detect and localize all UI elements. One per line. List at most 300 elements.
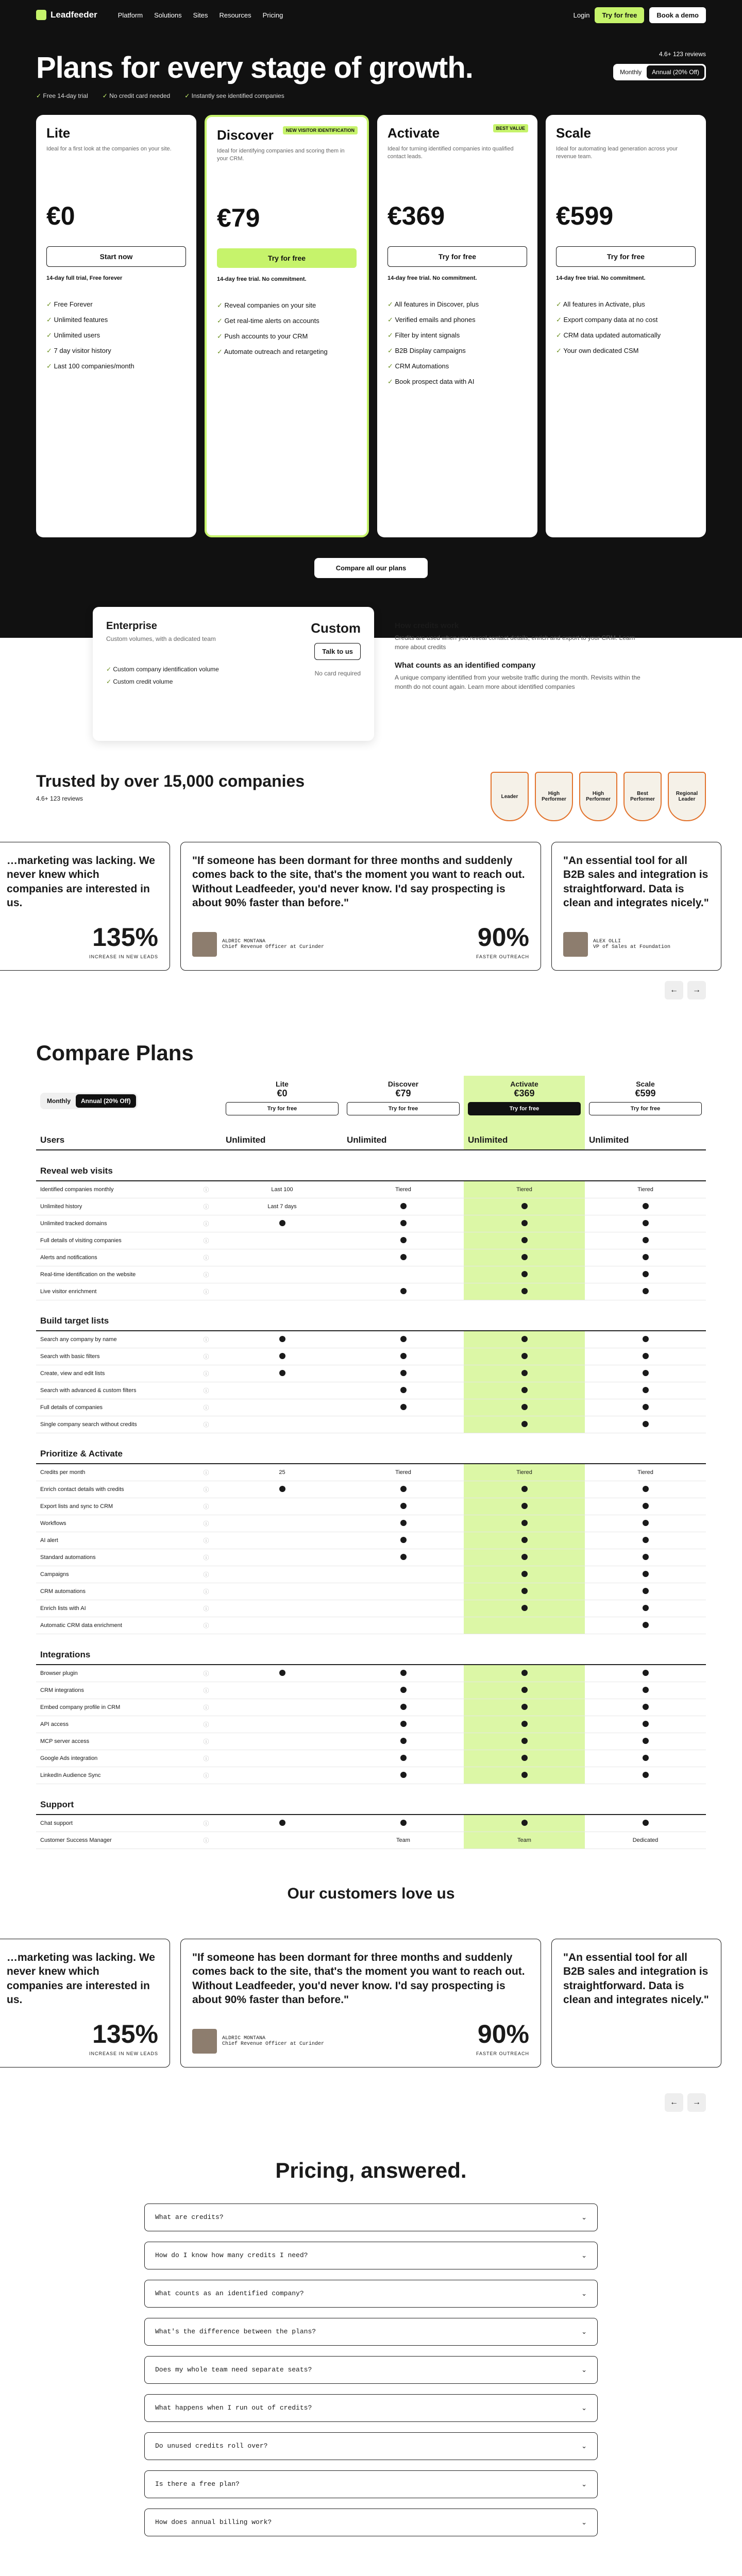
plan-feature: ✓ Unlimited features	[46, 312, 186, 328]
faq-item[interactable]	[144, 2204, 598, 2231]
compare-row	[36, 1566, 706, 1583]
compare-row	[36, 1665, 706, 1682]
cell: Tiered	[585, 1464, 706, 1481]
cell: Tiered	[343, 1181, 464, 1198]
col-price: €369	[514, 1088, 535, 1098]
check-item: ✓ Instantly see identified companies	[184, 92, 284, 99]
try-free-button[interactable]: Try for free	[347, 1102, 460, 1115]
plan-feature: ✓ CRM data updated automatically	[556, 328, 696, 343]
plan-feature: ✓ 7 day visitor history	[46, 343, 186, 359]
prev-arrow-icon[interactable]: ←	[665, 2093, 683, 2112]
rating-text: 4.6+ 123 reviews	[659, 50, 706, 58]
check-icon	[585, 1382, 706, 1399]
check-icon	[585, 1549, 706, 1566]
compare-row	[36, 1733, 706, 1750]
plan-name: Lite	[46, 125, 71, 141]
feature-label: Browser plugin	[36, 1665, 191, 1682]
check-icon	[585, 1399, 706, 1416]
plan-feature: ✓ Your own dedicated CSM	[556, 343, 696, 359]
plan-desc: Ideal for a first look at the companies on your site.	[46, 146, 172, 152]
section-title: Integrations	[36, 1634, 706, 1665]
person-role: VP of Sales at Foundation	[593, 944, 671, 950]
info-icon[interactable]: ⓘ	[191, 1566, 222, 1583]
testimonial-quote: "An essential tool for all B2B sales and integration is straightforward. Data is clean and integrates nicely."	[563, 1952, 709, 2006]
stat-label: FASTER OUTREACH	[476, 2051, 529, 2056]
col-name: Discover	[387, 1080, 419, 1088]
testimonial-quote: …marketing was lacking. We never knew which companies are interested in us.	[7, 855, 155, 909]
check-icon	[585, 1215, 706, 1232]
faq-item[interactable]	[144, 2280, 598, 2308]
compare-row	[36, 1464, 706, 1481]
cell	[222, 1750, 343, 1767]
chevron-down-icon: ⌄	[581, 2290, 587, 2297]
testimonial-card	[180, 1939, 541, 2067]
feature-label: Google Ads integration	[36, 1750, 191, 1767]
check-icon	[343, 1515, 464, 1532]
info-title: How credits work	[395, 621, 459, 630]
cell: Unlimited	[222, 1120, 343, 1150]
feature-label: Enrich lists with AI	[36, 1600, 191, 1617]
check-icon	[585, 1249, 706, 1266]
check-icon	[464, 1682, 585, 1699]
info-icon[interactable]: ⓘ	[191, 1815, 222, 1832]
check-icon	[464, 1399, 585, 1416]
info-icon[interactable]: ⓘ	[191, 1699, 222, 1716]
plan-feature: ✓ Push accounts to your CRM	[217, 329, 357, 344]
compare-row	[36, 1266, 706, 1283]
login-link[interactable]: Login	[573, 11, 590, 19]
faq-item[interactable]	[144, 2509, 598, 2536]
enterprise-section	[93, 607, 649, 741]
check-icon	[464, 1382, 585, 1399]
check-icon	[222, 1215, 343, 1232]
info-icon[interactable]: ⓘ	[191, 1232, 222, 1249]
top-nav	[0, 0, 742, 30]
check-icon	[585, 1416, 706, 1433]
stat-label: FASTER OUTREACH	[476, 954, 529, 959]
chevron-down-icon: ⌄	[581, 2480, 587, 2488]
faq-item[interactable]	[144, 2432, 598, 2460]
info-icon[interactable]: ⓘ	[191, 1600, 222, 1617]
g2-badges	[491, 772, 706, 821]
testimonial-quote: …marketing was lacking. We never knew which companies are interested in us.	[7, 1952, 155, 2006]
faq-item[interactable]	[144, 2318, 598, 2346]
chevron-down-icon: ⌄	[581, 2213, 587, 2221]
try-free-button[interactable]: Try for free	[217, 248, 357, 268]
check-icon	[585, 1515, 706, 1532]
check-icon	[585, 1767, 706, 1784]
faq-question: Do unused credits roll over?	[155, 2442, 268, 2450]
compare-row	[36, 1832, 706, 1849]
info-icon[interactable]: ⓘ	[191, 1249, 222, 1266]
avatar	[192, 2029, 217, 2054]
compare-section-header	[36, 1634, 706, 1665]
check-icon	[464, 1532, 585, 1549]
info-icon[interactable]: ⓘ	[191, 1464, 222, 1481]
info-icon[interactable]: ⓘ	[191, 1348, 222, 1365]
check-icon	[343, 1198, 464, 1215]
enterprise-price: Custom	[311, 620, 361, 636]
info-icon[interactable]: ⓘ	[191, 1733, 222, 1750]
prev-arrow-icon[interactable]: ←	[665, 981, 683, 999]
plan-desc: Ideal for automating lead generation across your revenue team.	[556, 146, 678, 160]
nav-link-platform[interactable]: Platform	[117, 11, 143, 19]
check-icon	[464, 1699, 585, 1716]
check-icon	[222, 1331, 343, 1348]
try-free-button[interactable]: Try for free	[468, 1102, 581, 1115]
feature-label: Search any company by name	[36, 1331, 191, 1348]
faq-question: What happens when I run out of credits?	[155, 2404, 312, 2412]
cell	[343, 1416, 464, 1433]
info-icon[interactable]: ⓘ	[191, 1181, 222, 1198]
compare-row	[36, 1181, 706, 1198]
faq-item[interactable]	[144, 2242, 598, 2269]
info-icon[interactable]: ⓘ	[191, 1498, 222, 1515]
billing-annual[interactable]: Annual (20% Off)	[76, 1094, 136, 1108]
next-arrow-icon[interactable]: →	[687, 981, 706, 999]
check-icon	[585, 1266, 706, 1283]
trusted-rating: 4.6+ 123 reviews	[36, 795, 83, 802]
person-name: ALDRIC MONTANA	[222, 939, 266, 944]
feature-label: Create, view and edit lists	[36, 1365, 191, 1382]
plan-feature: ✓ All features in Discover, plus	[387, 297, 527, 312]
testimonial-stat: 90%	[477, 923, 529, 952]
nav-link-pricing[interactable]: Pricing	[262, 11, 283, 19]
plan-feature: ✓ B2B Display campaigns	[387, 343, 527, 359]
compare-col-scale	[585, 1076, 706, 1120]
cell	[222, 1382, 343, 1399]
section-title: Users	[36, 1120, 191, 1150]
cell	[222, 1266, 343, 1283]
check-icon	[343, 1331, 464, 1348]
check-item: ✓ Free 14-day trial	[36, 92, 88, 99]
info-icon[interactable]: ⓘ	[191, 1665, 222, 1682]
info-icon[interactable]: ⓘ	[191, 1399, 222, 1416]
plan-feature: ✓ Export company data at no cost	[556, 312, 696, 328]
plan-name: Activate	[387, 125, 440, 141]
check-icon	[343, 1498, 464, 1515]
check-icon	[222, 1348, 343, 1365]
brand-logo[interactable]	[36, 10, 97, 20]
info-icon[interactable]: ⓘ	[191, 1481, 222, 1498]
check-icon	[464, 1348, 585, 1365]
g2-badge: High Performer	[579, 772, 617, 821]
compare-row	[36, 1498, 706, 1515]
compare-row	[36, 1750, 706, 1767]
check-icon	[585, 1716, 706, 1733]
col-name: Lite	[276, 1080, 289, 1088]
compare-row	[36, 1416, 706, 1433]
cell	[222, 1399, 343, 1416]
person-name: ALDRIC MONTANA	[222, 2036, 266, 2041]
testimonial-card	[0, 842, 170, 971]
info-icon[interactable]: ⓘ	[191, 1532, 222, 1549]
talk-to-us-button[interactable]: Talk to us	[314, 643, 361, 660]
faq-item[interactable]	[144, 2394, 598, 2422]
cell	[343, 1583, 464, 1600]
compare-col-lite	[222, 1076, 343, 1120]
info-icon[interactable]: ⓘ	[191, 1750, 222, 1767]
compare-row	[36, 1365, 706, 1382]
try-free-button[interactable]: Try for free	[595, 7, 644, 23]
faq-item[interactable]	[144, 2356, 598, 2384]
check-icon	[343, 1232, 464, 1249]
testimonial-quote: "An essential tool for all B2B sales and integration is straightforward. Data is clean and integrates nicely."	[563, 855, 709, 909]
nav-link-resources[interactable]: Resources	[219, 11, 251, 19]
start-now-button[interactable]: Start now	[46, 246, 186, 267]
check-icon	[343, 1399, 464, 1416]
cell: Team	[343, 1832, 464, 1849]
check-icon	[222, 1815, 343, 1832]
plan-card-discover	[205, 115, 369, 537]
info-icon[interactable]: ⓘ	[191, 1583, 222, 1600]
plan-trial: 14-day full trial, Free forever	[46, 275, 123, 281]
info-icon[interactable]: ⓘ	[191, 1682, 222, 1699]
page-title: Plans for every stage of growth.	[36, 51, 473, 84]
check-icon	[343, 1382, 464, 1399]
check-icon	[343, 1750, 464, 1767]
compare-table	[36, 1076, 706, 1849]
feature-label: Automatic CRM data enrichment	[36, 1617, 191, 1634]
book-demo-button[interactable]: Book a demo	[649, 7, 706, 23]
compare-row	[36, 1382, 706, 1399]
testimonial-card	[551, 1939, 721, 2067]
check-icon	[343, 1733, 464, 1750]
feature-label: MCP server access	[36, 1733, 191, 1750]
col-name: Activate	[510, 1080, 538, 1088]
feature-label: Unlimited tracked domains	[36, 1215, 191, 1232]
faq-question: Does my whole team need separate seats?	[155, 2366, 312, 2374]
check-icon	[222, 1665, 343, 1682]
check-icon	[464, 1331, 585, 1348]
compare-billing-toggle[interactable]	[40, 1093, 138, 1109]
enterprise-title: Enterprise	[106, 620, 157, 632]
feature-label: Single company search without credits	[36, 1416, 191, 1433]
plan-feature: ✓ Free Forever	[46, 297, 186, 312]
credits-info	[395, 607, 649, 741]
cell	[222, 1232, 343, 1249]
logo-icon	[36, 10, 46, 20]
cell: Last 100	[222, 1181, 343, 1198]
try-free-button[interactable]: Try for free	[589, 1102, 702, 1115]
check-icon	[464, 1815, 585, 1832]
compare-row	[36, 1515, 706, 1532]
info-icon[interactable]: ⓘ	[191, 1365, 222, 1382]
check-icon	[343, 1699, 464, 1716]
feature-label: Live visitor enrichment	[36, 1283, 191, 1300]
info-icon[interactable]: ⓘ	[191, 1549, 222, 1566]
compare-section-header	[36, 1300, 706, 1331]
compare-plans-button[interactable]: Compare all our plans	[314, 558, 428, 578]
info-icon[interactable]: ⓘ	[191, 1767, 222, 1784]
feature-label: CRM integrations	[36, 1682, 191, 1699]
cell	[222, 1283, 343, 1300]
compare-section-header	[36, 1150, 706, 1181]
try-free-button[interactable]: Try for free	[226, 1102, 339, 1115]
faq-question: Is there a free plan?	[155, 2480, 240, 2488]
enterprise-feature: ✓ Custom company identification volume	[106, 663, 361, 675]
compare-row	[36, 1198, 706, 1215]
col-name: Scale	[636, 1080, 655, 1088]
plan-feature: ✓ All features in Activate, plus	[556, 297, 696, 312]
avatar	[192, 932, 217, 957]
check-icon	[343, 1365, 464, 1382]
check-icon	[343, 1665, 464, 1682]
hero-checks	[36, 92, 473, 99]
plan-feature: ✓ Verified emails and phones	[387, 312, 527, 328]
check-icon	[343, 1815, 464, 1832]
try-free-button[interactable]: Try for free	[556, 246, 696, 267]
plan-name: Scale	[556, 125, 591, 141]
plan-feature: ✓ Get real-time alerts on accounts	[217, 313, 357, 329]
compare-row	[36, 1600, 706, 1617]
feature-label: Campaigns	[36, 1566, 191, 1583]
feature-label: Real-time identification on the website	[36, 1266, 191, 1283]
cell	[343, 1600, 464, 1617]
feature-label: API access	[36, 1716, 191, 1733]
testimonial-quote: "If someone has been dormant for three months and suddenly comes back to the site, that's the moment you want to reach out. Without Leadfeeder, you'd never know. I'd say prospecting is about 90% faster than before."	[192, 855, 525, 909]
check-icon	[585, 1283, 706, 1300]
feature-label: Enrich contact details with credits	[36, 1481, 191, 1498]
feature-label: Customer Success Manager	[36, 1832, 191, 1849]
person-role: Chief Revenue Officer at Curinder	[222, 944, 325, 950]
info-icon[interactable]: ⓘ	[191, 1331, 222, 1348]
info-icon[interactable]: ⓘ	[191, 1215, 222, 1232]
testimonial-card	[551, 842, 721, 971]
plan-cards	[36, 115, 706, 537]
plan-feature: ✓ Reveal companies on your site	[217, 298, 357, 313]
check-icon	[585, 1733, 706, 1750]
compare-col-activate	[464, 1076, 585, 1120]
compare-row	[36, 1699, 706, 1716]
try-free-button[interactable]: Try for free	[387, 246, 527, 267]
next-arrow-icon[interactable]: →	[687, 2093, 706, 2112]
check-icon	[585, 1532, 706, 1549]
chevron-down-icon: ⌄	[581, 2404, 587, 2412]
info-icon[interactable]: ⓘ	[191, 1382, 222, 1399]
feature-label: Alerts and notifications	[36, 1249, 191, 1266]
compare-row	[36, 1815, 706, 1832]
g2-badge: Regional Leader	[668, 772, 706, 821]
compare-row	[36, 1549, 706, 1566]
cell: Tiered	[343, 1464, 464, 1481]
testimonial-stat: 135%	[92, 2020, 158, 2048]
feature-label: Identified companies monthly	[36, 1181, 191, 1198]
check-icon	[464, 1215, 585, 1232]
feature-label: Export lists and sync to CRM	[36, 1498, 191, 1515]
faq-item[interactable]	[144, 2470, 598, 2498]
compare-row	[36, 1583, 706, 1600]
feature-label: Embed company profile in CRM	[36, 1699, 191, 1716]
enterprise-card	[93, 607, 374, 741]
check-item: ✓ No credit card needed	[103, 92, 170, 99]
cell	[222, 1682, 343, 1699]
g2-badge: Leader	[491, 772, 529, 821]
cell	[343, 1617, 464, 1634]
info-icon[interactable]: ⓘ	[191, 1617, 222, 1634]
cell	[222, 1832, 343, 1849]
check-icon	[464, 1515, 585, 1532]
billing-annual[interactable]: Annual (20% Off)	[647, 65, 704, 79]
compare-row	[36, 1249, 706, 1266]
check-icon	[222, 1365, 343, 1382]
info-icon[interactable]: ⓘ	[191, 1198, 222, 1215]
check-icon	[343, 1249, 464, 1266]
compare-row	[36, 1532, 706, 1549]
enterprise-feature: ✓ Custom credit volume	[106, 675, 361, 688]
info-icon[interactable]: ⓘ	[191, 1283, 222, 1300]
hero-section	[0, 30, 742, 638]
love-title: Our customers love us	[287, 1885, 455, 1902]
compare-col-discover	[343, 1076, 464, 1120]
chevron-down-icon: ⌄	[581, 2366, 587, 2374]
check-icon	[343, 1348, 464, 1365]
check-icon	[585, 1331, 706, 1348]
billing-toggle[interactable]	[613, 64, 706, 80]
compare-title: Compare Plans	[36, 1041, 194, 1065]
check-icon	[343, 1682, 464, 1699]
feature-label: Search with advanced & custom filters	[36, 1382, 191, 1399]
check-icon	[464, 1416, 585, 1433]
nav-link-solutions[interactable]: Solutions	[154, 11, 182, 19]
feature-label: Chat support	[36, 1815, 191, 1832]
check-icon	[585, 1232, 706, 1249]
compare-row	[36, 1215, 706, 1232]
info-icon[interactable]: ⓘ	[191, 1832, 222, 1849]
testimonial-stat: 90%	[477, 2020, 529, 2048]
cell	[222, 1566, 343, 1583]
compare-row	[36, 1399, 706, 1416]
cell	[222, 1767, 343, 1784]
feature-label: AI alert	[36, 1532, 191, 1549]
billing-monthly[interactable]: Monthly	[47, 1097, 71, 1105]
nav-link-sites[interactable]: Sites	[193, 11, 208, 19]
check-icon	[585, 1617, 706, 1634]
check-icon	[464, 1566, 585, 1583]
check-icon	[464, 1283, 585, 1300]
cell	[222, 1617, 343, 1634]
info-icon[interactable]: ⓘ	[191, 1416, 222, 1433]
faq-title: Pricing, answered.	[275, 2158, 467, 2182]
faq-question: How does annual billing work?	[155, 2518, 272, 2526]
check-icon	[343, 1532, 464, 1549]
info-icon[interactable]: ⓘ	[191, 1515, 222, 1532]
cell	[222, 1416, 343, 1433]
cell	[222, 1549, 343, 1566]
testimonial-carousel-2	[0, 1923, 742, 2083]
billing-monthly[interactable]: Monthly	[620, 69, 642, 76]
info-title: What counts as an identified company	[395, 661, 536, 670]
enterprise-desc: Custom volumes, with a dedicated team	[106, 635, 216, 642]
info-text: Credits are used when you reveal contact details, enrich and export to your CRM. Learn more about credits	[395, 634, 635, 651]
cell: Unlimited	[585, 1120, 706, 1150]
info-icon[interactable]: ⓘ	[191, 1716, 222, 1733]
cell	[222, 1515, 343, 1532]
compare-row	[36, 1331, 706, 1348]
person-role: Chief Revenue Officer at Curinder	[222, 2041, 325, 2047]
testimonial-quote: "If someone has been dormant for three months and suddenly comes back to the site, that's the moment you want to reach out. Without Leadfeeder, you'd never know. I'd say prospecting is about 90% faster than before."	[192, 1952, 525, 2006]
check-icon	[464, 1750, 585, 1767]
chevron-down-icon: ⌄	[581, 2518, 587, 2526]
info-icon[interactable]: ⓘ	[191, 1266, 222, 1283]
check-icon	[464, 1665, 585, 1682]
check-icon	[585, 1665, 706, 1682]
check-icon	[585, 1348, 706, 1365]
cell	[222, 1600, 343, 1617]
check-icon	[464, 1600, 585, 1617]
plan-trial: 14-day free trial. No commitment.	[387, 275, 477, 281]
cell: Tiered	[464, 1181, 585, 1198]
